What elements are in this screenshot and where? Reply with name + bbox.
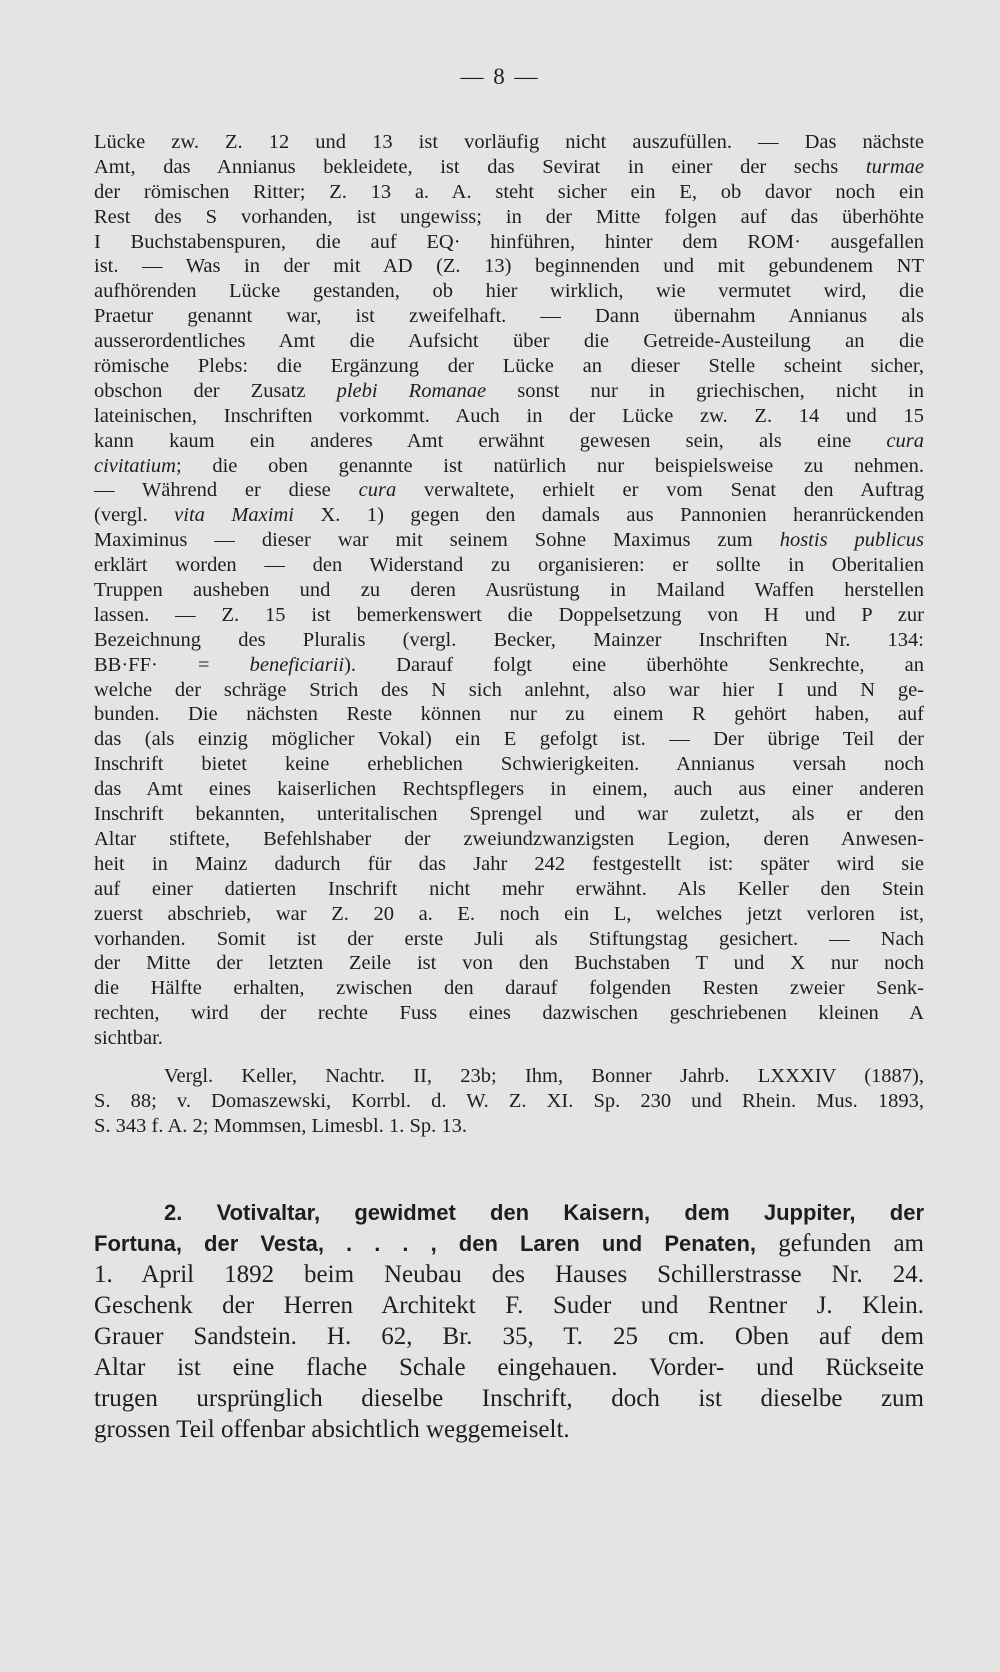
text-segment: Truppen ausheben und zu deren Ausrüstung in Mailand Waffen herstellen	[94, 579, 924, 602]
text-line	[94, 578, 924, 603]
text-line	[94, 1414, 924, 1445]
text-segment: — Während er diese	[94, 479, 359, 502]
text-segment: lassen. — Z. 15 ist bemerkenswert die Doppelsetzung von H und P zur	[94, 603, 924, 626]
text-segment: trugen ursprünglich dieselbe Inschrift, doch ist dieselbe zum	[94, 1385, 924, 1412]
text-line	[94, 653, 924, 678]
italic-text: vita Maximi	[174, 504, 294, 527]
text-segment: Inschrift bietet keine erheblichen Schwierigkeiten. Annianus versah noch	[94, 753, 924, 776]
text-segment: Maximinus — dieser war mit seinem Sohne Maximus zum	[94, 529, 780, 552]
text-line	[94, 678, 924, 703]
text-segment: lateinischen, Inschriften vorkommt. Auch in der Lücke zw. Z. 14 und 15	[94, 404, 924, 427]
italic-text: hostis publicus	[779, 529, 924, 552]
text-line	[94, 1026, 924, 1051]
text-line	[94, 528, 924, 553]
text-line	[94, 230, 924, 255]
text-segment: die Hälfte erhalten, zwischen den darauf folgenden Resten zweier Senk-	[94, 977, 924, 1000]
references-paragraph	[94, 1064, 924, 1139]
text-segment: grossen Teil offenbar absichtlich weggemeiselt.	[94, 1416, 570, 1443]
text-line	[94, 1064, 924, 1089]
text-line	[94, 254, 924, 279]
text-segment: 1. April 1892 beim Neubau des Hauses Schillerstrasse Nr. 24.	[94, 1261, 924, 1288]
text-segment: Lücke zw. Z. 12 und 13 ist vorläufig nicht auszufüllen. — Das nächste	[94, 131, 924, 153]
text-segment: Praetur genannt war, ist zweifelhaft. — Dann übernahm Annianus als	[94, 305, 924, 328]
text-segment: kann kaum ein anderes Amt erwähnt gewesen sein, als eine	[94, 429, 887, 452]
text-segment: ; die oben genannte ist natürlich nur beispielsweise zu nehmen.	[175, 454, 924, 477]
text-line	[94, 553, 924, 578]
text-line	[94, 454, 924, 479]
text-segment: Rest des S vorhanden, ist ungewiss; in der Mitte folgen auf das überhöhte	[94, 205, 924, 228]
text-line	[94, 205, 924, 230]
text-segment: das (als einzig möglicher Vokal) ein E gefolgt ist. — Der übrige Teil der	[94, 728, 924, 751]
text-segment: das Amt eines kaiserlichen Rechtspflegers in einem, auch aus einer anderen	[94, 778, 924, 801]
text-line	[94, 1089, 924, 1114]
text-line	[94, 927, 924, 952]
commentary-paragraph	[94, 130, 924, 1051]
text-line	[94, 802, 924, 827]
text-line	[94, 379, 924, 404]
text-line	[94, 752, 924, 777]
text-segment: bunden. Die nächsten Reste können nur zu einem R gehört haben, auf	[94, 703, 924, 726]
text-line	[94, 279, 924, 304]
text-line	[94, 827, 924, 852]
text-line	[94, 951, 924, 976]
text-line	[94, 852, 924, 877]
text-segment: rechten, wird der rechte Fuss eines dazwischen geschriebenen kleinen A	[94, 1002, 924, 1025]
text-line	[94, 155, 924, 180]
text-segment: aufhörenden Lücke gestanden, ob hier wirklich, wie vermutet wird, die	[94, 280, 924, 303]
page-number: — 8 —	[460, 64, 540, 89]
text-segment: Bezeichnung des Pluralis (vergl. Becker, Mainzer Inschriften Nr. 134:	[94, 628, 924, 651]
text-segment: heit in Mainz dadurch für das Jahr 242 festgestellt ist: später wird sie	[94, 852, 924, 875]
text-segment: S. 343 f. A. 2; Mommsen, Limesbl. 1. Sp. 13.	[94, 1114, 468, 1137]
text-line	[94, 902, 924, 927]
text-line	[94, 478, 924, 503]
bold-heading-text: 2. Votivaltar, gewidmet den Kaisern, dem Juppiter, der	[164, 1200, 924, 1225]
text-segment: der Mitte der letzten Zeile ist von den Buchstaben T und X nur noch	[94, 952, 924, 975]
text-segment: Geschenk der Herren Architekt F. Suder und Rentner J. Klein.	[94, 1292, 924, 1319]
text-segment: Vergl. Keller, Nachtr. II, 23b; Ihm, Bonner Jahrb. LXXXIV (1887),	[164, 1065, 924, 1087]
text-line	[94, 1321, 924, 1352]
text-line	[94, 429, 924, 454]
text-segment: der römischen Ritter; Z. 13 a. A. steht sicher ein E, ob davor noch ein	[94, 180, 924, 203]
text-segment: sichtbar.	[94, 1027, 163, 1050]
text-line	[94, 603, 924, 628]
text-line	[94, 702, 924, 727]
text-segment: verwaltete, erhielt er vom Senat den Auftrag	[396, 479, 924, 502]
text-segment: obschon der Zusatz	[94, 379, 337, 402]
text-line	[94, 503, 924, 528]
text-segment: Altar ist eine flache Schale eingehauen. Vorder- und Rückseite	[94, 1354, 924, 1381]
text-line	[94, 1228, 924, 1259]
text-line	[94, 1197, 924, 1228]
text-line	[94, 304, 924, 329]
text-segment: S. 88; v. Domaszewski, Korrbl. d. W. Z. XI. Sp. 230 und Rhein. Mus. 1893,	[94, 1089, 924, 1112]
text-segment: BB·FF· =	[94, 653, 250, 676]
text-line	[94, 354, 924, 379]
text-line	[94, 1001, 924, 1026]
text-line	[94, 777, 924, 802]
text-line	[94, 1114, 924, 1139]
text-segment: welche der schräge Strich des N sich anlehnt, also war hier I und N ge-	[94, 678, 924, 701]
text-segment: Grauer Sandstein. H. 62, Br. 35, T. 25 cm. Oben auf dem	[94, 1323, 924, 1350]
text-line	[94, 976, 924, 1001]
text-segment: zuerst abschrieb, war Z. 20 a. E. noch ein L, welches jetzt verloren ist,	[94, 902, 924, 925]
text-segment: gefunden am	[756, 1230, 925, 1257]
text-line	[94, 130, 924, 155]
entry-2-paragraph	[94, 1197, 924, 1445]
italic-text: turmae	[865, 155, 924, 178]
text-line	[94, 628, 924, 653]
text-segment: I Buchstabenspuren, die auf EQ· hinführen, hinter dem ROM· ausgefallen	[94, 230, 924, 253]
text-segment: vorhanden. Somit ist der erste Juli als Stiftungstag gesichert. — Nach	[94, 927, 924, 950]
text-segment: ausserordentliches Amt die Aufsicht über die Getreide-Austeilung an die	[94, 330, 924, 353]
text-line	[94, 1383, 924, 1414]
text-line	[94, 180, 924, 205]
italic-text: cura	[358, 479, 397, 502]
text-segment: erklärt worden — den Widerstand zu organisieren: er sollte in Oberitalien	[94, 554, 924, 577]
italic-text: civitatium	[94, 454, 176, 477]
text-line	[94, 404, 924, 429]
text-line	[94, 727, 924, 752]
text-segment: X. 1) gegen den damals aus Pannonien heranrückenden	[293, 504, 924, 527]
italic-text: plebi Romanae	[336, 379, 487, 402]
text-line	[94, 1352, 924, 1383]
italic-text: beneficiarii	[249, 653, 345, 676]
text-segment: ist. — Was in der mit AD (Z. 13) beginnenden und mit gebundenem NT	[94, 255, 924, 278]
text-segment: römische Plebs: die Ergänzung der Lücke an dieser Stelle scheint sicher,	[94, 355, 924, 378]
text-segment: Altar stiftete, Befehlshaber der zweiundzwanzigsten Legion, deren Anwesen-	[94, 827, 924, 850]
italic-text: cura	[886, 429, 924, 452]
text-line	[94, 1290, 924, 1321]
text-line	[94, 1259, 924, 1290]
text-line	[94, 877, 924, 902]
text-segment: Inschrift bekannten, unteritalischen Sprengel und war zuletzt, als er den	[94, 803, 924, 826]
bold-heading-text: Fortuna, der Vesta, . . . , den Laren und Penaten,	[94, 1231, 757, 1256]
text-segment: sonst nur in griechischen, nicht in	[486, 379, 925, 402]
text-line	[94, 329, 924, 354]
text-segment: auf einer datierten Inschrift nicht mehr erwähnt. Als Keller den Stein	[94, 877, 924, 900]
text-segment: (vergl.	[94, 504, 175, 527]
text-segment: Amt, das Annianus bekleidete, ist das Sevirat in einer der sechs	[94, 155, 866, 178]
text-segment: ). Darauf folgt eine überhöhte Senkrechte, an	[344, 653, 924, 676]
